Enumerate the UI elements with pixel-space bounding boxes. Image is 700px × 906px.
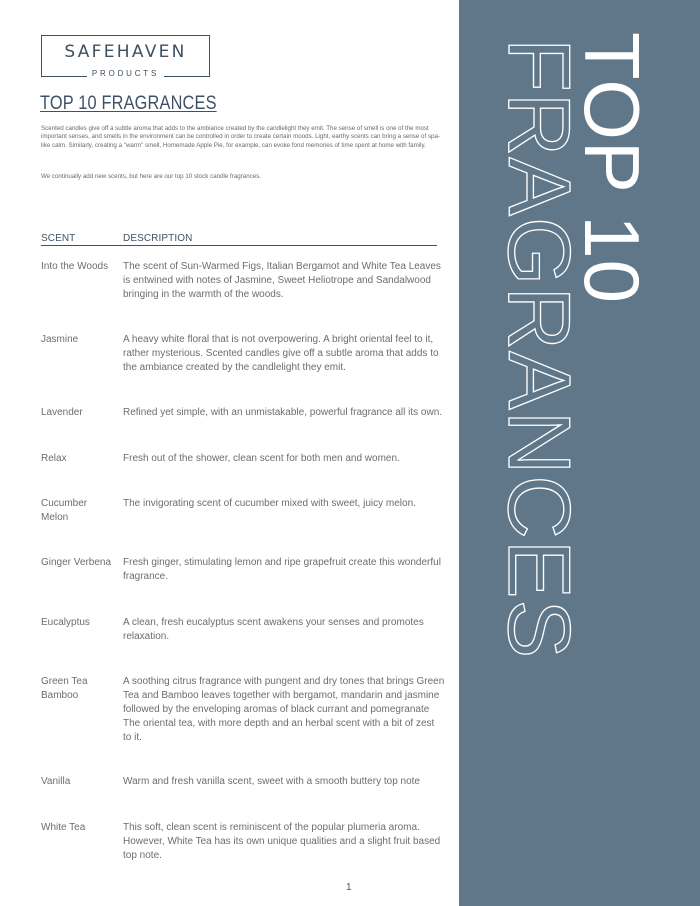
intro-note: We continually add new scents, but here are our top 10 stock candle fragrances.	[41, 173, 262, 180]
scent-name: Relax	[41, 453, 67, 464]
scent-description: A heavy white floral that is not overpowering. A bright oriental feel to it, rather mysterious. Scented candles give off a subtle aroma that adds to the ambiance created by the candlelight they emit.	[123, 334, 439, 373]
scent-name: Green Tea Bamboo	[41, 676, 88, 701]
scent-description: Refined yet simple, with an unmistakable, powerful fragrance all its own.	[123, 407, 443, 418]
scent-name: Ginger Verbena	[41, 557, 112, 568]
scent-name: Into the Woods	[41, 261, 109, 272]
scent-name: White Tea	[41, 822, 86, 833]
scent-name: Cucumber Melon	[41, 498, 88, 523]
intro-paragraph: Scented candles give off a subtle aroma that adds to the ambiance created by the candlelight they emit. The sense of smell is one of the most important senses, and smells in the environment can be controlled in order to create certain moods. Light, earthy scents can bring a sense of spa-like calm. Similarly, creating a "warm" smell, Homemade Apple Pie, for example, can evoke fond memories of time spent at home with family.	[41, 125, 440, 149]
scent-description: The scent of Sun-Warmed Figs, Italian Bergamot and White Tea Leaves is entwined with notes of Jasmine, Sweet Heliotrope and Sandalwood bringing in the warmth of the woods.	[123, 261, 441, 300]
scent-description: Fresh out of the shower, clean scent for both men and women.	[123, 453, 400, 464]
scent-description: Fresh ginger, stimulating lemon and ripe grapefruit create this wonderful fragrance.	[123, 557, 441, 582]
scent-description: Warm and fresh vanilla scent, sweet with a smooth buttery top note	[123, 776, 420, 787]
scent-description: The invigorating scent of cucumber mixed with sweet, juicy melon.	[123, 498, 416, 509]
banner-title-fragrances: FRAGRANCES	[490, 38, 589, 660]
scent-name: Vanilla	[41, 776, 71, 787]
scent-name: Jasmine	[41, 334, 79, 345]
scent-description: This soft, clean scent is reminiscent of the popular plumeria aroma. However, White Tea has its own unique qualities and a slight fruit based top note.	[123, 822, 441, 861]
scent-description: A soothing citrus fragrance with pungent and dry tones that brings Green Tea and Bamboo leaves together with bergamot, mandarin and jasmine followed by the enveloping aromas of black currant and pomegranate The oriental tea, with more depth and an herbal scent with a bit of zest to it.	[123, 676, 445, 743]
scent-name: Lavender	[41, 407, 83, 418]
scent-name: Eucalyptus	[41, 617, 90, 628]
logo-brand: SAFEHAVEN	[64, 42, 187, 62]
table-header	[41, 233, 437, 246]
header-description: DESCRIPTION	[123, 233, 193, 244]
banner-title-top10: TOP 10	[568, 32, 656, 304]
scent-description: A clean, fresh eucalyptus scent awakens your senses and promotes relaxation.	[123, 617, 424, 642]
page-title: TOP 10 FRAGRANCES	[40, 93, 217, 114]
safehaven-logo	[41, 35, 210, 77]
logo-subtitle: PRODUCTS	[87, 69, 164, 79]
header-scent: SCENT	[41, 233, 76, 244]
page-number: 1	[346, 882, 352, 893]
